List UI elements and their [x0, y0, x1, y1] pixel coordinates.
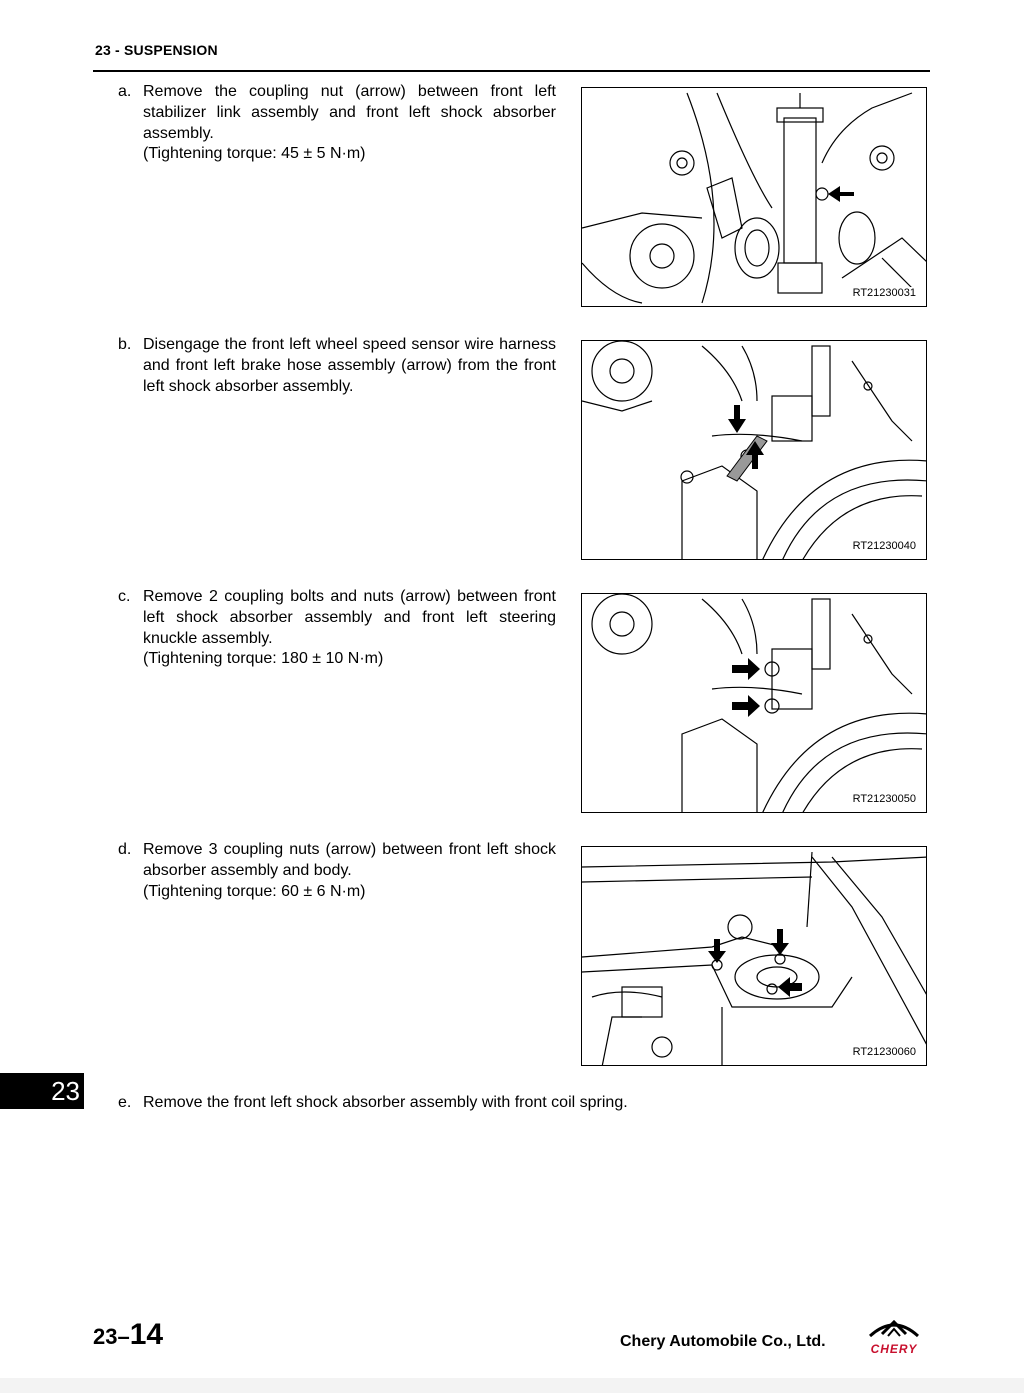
- section-title: 23 - SUSPENSION: [95, 42, 218, 58]
- strut-mount-illustration: [582, 847, 927, 1066]
- footer-band: [0, 1378, 1024, 1393]
- page-number-value: 14: [129, 1318, 164, 1351]
- chery-logo: [860, 1316, 928, 1360]
- page-number-prefix: 23–: [93, 1324, 130, 1349]
- step-text: Remove 3 coupling nuts (arrow) between front left shock absorber assembly and body.: [143, 841, 556, 879]
- figure-code: RT21230031: [852, 287, 916, 299]
- figure-code: RT21230050: [852, 793, 916, 805]
- step-letter: a.: [118, 83, 132, 100]
- step-a: [118, 82, 556, 165]
- torque-spec: (Tightening torque: 60 ± 6 N·m): [143, 882, 366, 900]
- chapter-tab: 23: [0, 1073, 84, 1109]
- step-e: [118, 1093, 718, 1114]
- figure-shock-absorber-stabilizer: [581, 87, 927, 307]
- logo-text: CHERY: [870, 1342, 918, 1356]
- page-number: [93, 1318, 163, 1352]
- step-text: Remove 2 coupling bolts and nuts (arrow) between front left shock absorber assembly and front left steering knuckle assembly.: [143, 588, 556, 647]
- step-letter: c.: [118, 588, 131, 605]
- step-letter: d.: [118, 841, 132, 858]
- knuckle-illustration: [582, 594, 927, 813]
- stabilizer-illustration: [582, 88, 927, 307]
- step-d: [118, 840, 556, 902]
- wire-harness-illustration: [582, 341, 927, 560]
- figure-wire-harness-brake-hose: [581, 340, 927, 560]
- torque-spec: (Tightening torque: 45 ± 5 N·m): [143, 145, 366, 163]
- figure-knuckle-bolts: [581, 593, 927, 813]
- step-letter: b.: [118, 336, 132, 353]
- step-text: Disengage the front left wheel speed sensor wire harness and front left brake hose assembly (arrow) from the front left shock absorber assembly.: [143, 336, 556, 395]
- figure-strut-mount-nuts: [581, 846, 927, 1066]
- step-b: [118, 335, 556, 397]
- step-c: [118, 587, 556, 670]
- figure-code: RT21230040: [852, 540, 916, 552]
- torque-spec: (Tightening torque: 180 ± 10 N·m): [143, 650, 384, 668]
- header-divider: [93, 70, 930, 72]
- step-letter: e.: [118, 1094, 132, 1111]
- figure-code: RT21230060: [852, 1046, 916, 1058]
- chery-emblem-icon: [860, 1316, 928, 1342]
- company-name: Chery Automobile Co., Ltd.: [620, 1333, 826, 1350]
- step-text: Remove the coupling nut (arrow) between front left stabilizer link assembly and front left shock absorber assembly.: [143, 83, 556, 142]
- step-text: Remove the front left shock absorber assembly with front coil spring.: [143, 1094, 628, 1111]
